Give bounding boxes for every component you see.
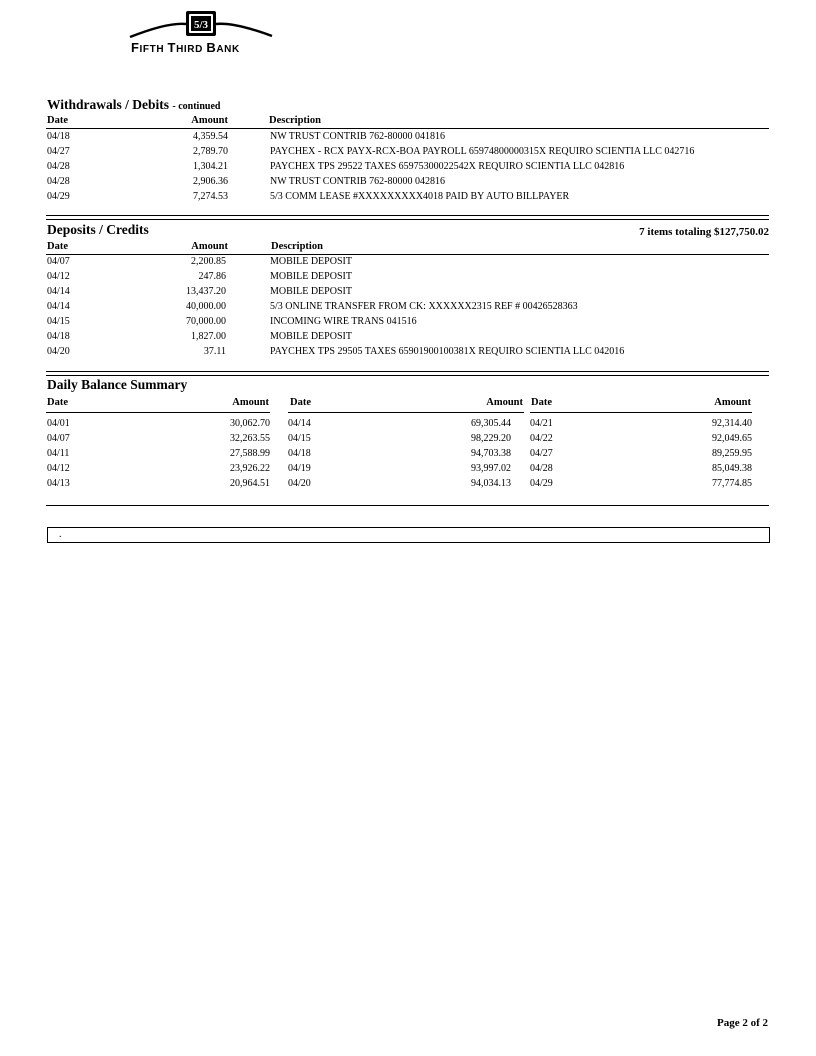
withdrawal-description: PAYCHEX TPS 29522 TAXES 65975300022542X REQUIRO SCIENTIA LLC 042816 bbox=[270, 161, 625, 172]
balance-date: 04/22 bbox=[530, 433, 553, 444]
balance-date: 04/14 bbox=[288, 418, 311, 429]
balance-amount: 69,305.44 bbox=[471, 418, 511, 429]
deposit-date: 04/07 bbox=[47, 256, 70, 267]
deposit-description: 5/3 ONLINE TRANSFER FROM CK: XXXXXX2315 REF # 00426528363 bbox=[270, 301, 578, 312]
withdrawal-amount: 2,906.36 bbox=[193, 176, 228, 187]
balance-amount: 94,034.13 bbox=[471, 478, 511, 489]
balance-header-amount: Amount bbox=[486, 397, 523, 408]
withdrawal-date: 04/27 bbox=[47, 146, 70, 157]
balance-date: 04/21 bbox=[530, 418, 553, 429]
balance-header-amount: Amount bbox=[714, 397, 751, 408]
section-divider bbox=[46, 219, 769, 220]
daily-balance-title: Daily Balance Summary bbox=[47, 377, 188, 392]
deposits-header-description: Description bbox=[271, 241, 323, 252]
balance-amount: 92,314.40 bbox=[712, 418, 752, 429]
deposit-date: 04/20 bbox=[47, 346, 70, 357]
section-divider bbox=[46, 215, 769, 216]
balance-date: 04/15 bbox=[288, 433, 311, 444]
deposit-description: MOBILE DEPOSIT bbox=[270, 286, 352, 297]
balance-header-rule bbox=[46, 412, 270, 413]
deposit-date: 04/14 bbox=[47, 301, 70, 312]
balance-date: 04/18 bbox=[288, 448, 311, 459]
balance-date: 04/11 bbox=[47, 448, 70, 459]
deposit-amount: 70,000.00 bbox=[186, 316, 226, 327]
deposit-description: MOBILE DEPOSIT bbox=[270, 331, 352, 342]
balance-date: 04/20 bbox=[288, 478, 311, 489]
bank-name: FIFTH THIRD BANK bbox=[131, 40, 240, 55]
balance-date: 04/07 bbox=[47, 433, 70, 444]
section-divider bbox=[46, 375, 769, 376]
withdrawal-amount: 1,304.21 bbox=[193, 161, 228, 172]
balance-header-rule bbox=[288, 412, 524, 413]
balance-amount: 92,049.65 bbox=[712, 433, 752, 444]
balance-date: 04/29 bbox=[530, 478, 553, 489]
notice-box bbox=[47, 527, 770, 543]
deposit-amount: 2,200.85 bbox=[191, 256, 226, 267]
deposit-amount: 37.11 bbox=[203, 346, 226, 357]
page-number: Page 2 of 2 bbox=[716, 1017, 768, 1029]
bank-logo-mark bbox=[128, 10, 274, 40]
balance-amount: 30,062.70 bbox=[230, 418, 270, 429]
balance-amount: 32,263.55 bbox=[230, 433, 270, 444]
deposits-header-date: Date bbox=[47, 241, 68, 252]
deposit-amount: 1,827.00 bbox=[191, 331, 226, 342]
balance-amount: 89,259.95 bbox=[712, 448, 752, 459]
balance-amount: 77,774.85 bbox=[712, 478, 752, 489]
notice-box-text: . bbox=[59, 529, 62, 540]
withdrawals-header-rule bbox=[46, 128, 769, 129]
deposits-header-amount: Amount bbox=[191, 241, 228, 252]
balance-header-rule bbox=[530, 412, 752, 413]
deposits-title: Deposits / Credits bbox=[47, 222, 149, 237]
svg-text:5/3: 5/3 bbox=[193, 19, 209, 31]
deposit-description: INCOMING WIRE TRANS 041516 bbox=[270, 316, 417, 327]
withdrawal-description: NW TRUST CONTRIB 762-80000 041816 bbox=[270, 131, 446, 142]
withdrawal-amount: 7,274.53 bbox=[193, 191, 228, 202]
balance-amount: 20,964.51 bbox=[230, 478, 270, 489]
deposit-amount: 40,000.00 bbox=[186, 301, 226, 312]
balance-date: 04/12 bbox=[47, 463, 70, 474]
withdrawal-description: NW TRUST CONTRIB 762-80000 042816 bbox=[270, 176, 446, 187]
deposit-date: 04/12 bbox=[47, 271, 70, 282]
deposit-date: 04/18 bbox=[47, 331, 70, 342]
withdrawals-header-date: Date bbox=[47, 115, 68, 126]
section-divider bbox=[46, 505, 769, 506]
withdrawal-amount: 2,789.70 bbox=[193, 146, 228, 157]
balance-date: 04/19 bbox=[288, 463, 311, 474]
withdrawals-header-amount: Amount bbox=[191, 115, 228, 126]
deposit-description: MOBILE DEPOSIT bbox=[270, 256, 352, 267]
balance-header-date: Date bbox=[290, 397, 311, 408]
deposits-header-rule bbox=[46, 254, 769, 255]
balance-header-amount: Amount bbox=[232, 397, 269, 408]
deposit-date: 04/14 bbox=[47, 286, 70, 297]
withdrawal-date: 04/28 bbox=[47, 176, 70, 187]
balance-header-date: Date bbox=[531, 397, 552, 408]
deposit-amount: 247.86 bbox=[198, 271, 226, 282]
balance-date: 04/28 bbox=[530, 463, 553, 474]
withdrawal-description: PAYCHEX - RCX PAYX-RCX-BOA PAYROLL 65974800000315X REQUIRO SCIENTIA LLC 042716 bbox=[270, 146, 695, 157]
deposit-date: 04/15 bbox=[47, 316, 70, 327]
withdrawal-date: 04/29 bbox=[47, 191, 70, 202]
balance-amount: 94,703.38 bbox=[471, 448, 511, 459]
balance-amount: 85,049.38 bbox=[712, 463, 752, 474]
section-divider bbox=[46, 371, 769, 372]
withdrawal-description: 5/3 COMM LEASE #XXXXXXXXX4018 PAID BY AUTO BILLPAYER bbox=[270, 191, 570, 202]
balance-amount: 27,588.99 bbox=[230, 448, 270, 459]
deposit-description: MOBILE DEPOSIT bbox=[270, 271, 352, 282]
balance-amount: 23,926.22 bbox=[230, 463, 270, 474]
withdrawals-header-description: Description bbox=[269, 115, 321, 126]
withdrawal-date: 04/18 bbox=[47, 131, 70, 142]
balance-date: 04/27 bbox=[530, 448, 553, 459]
balance-amount: 98,229.20 bbox=[471, 433, 511, 444]
deposits-summary: 7 items totaling $127,750.02 bbox=[639, 226, 769, 238]
balance-header-date: Date bbox=[47, 397, 68, 408]
balance-date: 04/01 bbox=[47, 418, 70, 429]
withdrawal-date: 04/28 bbox=[47, 161, 70, 172]
withdrawals-title: Withdrawals / Debits - continued bbox=[47, 97, 221, 112]
deposit-description: PAYCHEX TPS 29505 TAXES 65901900100381X REQUIRO SCIENTIA LLC 042016 bbox=[270, 346, 625, 357]
balance-amount: 93,997.02 bbox=[471, 463, 511, 474]
balance-date: 04/13 bbox=[47, 478, 70, 489]
deposit-amount: 13,437.20 bbox=[186, 286, 226, 297]
withdrawal-amount: 4,359.54 bbox=[193, 131, 228, 142]
bank-logo bbox=[128, 10, 274, 56]
